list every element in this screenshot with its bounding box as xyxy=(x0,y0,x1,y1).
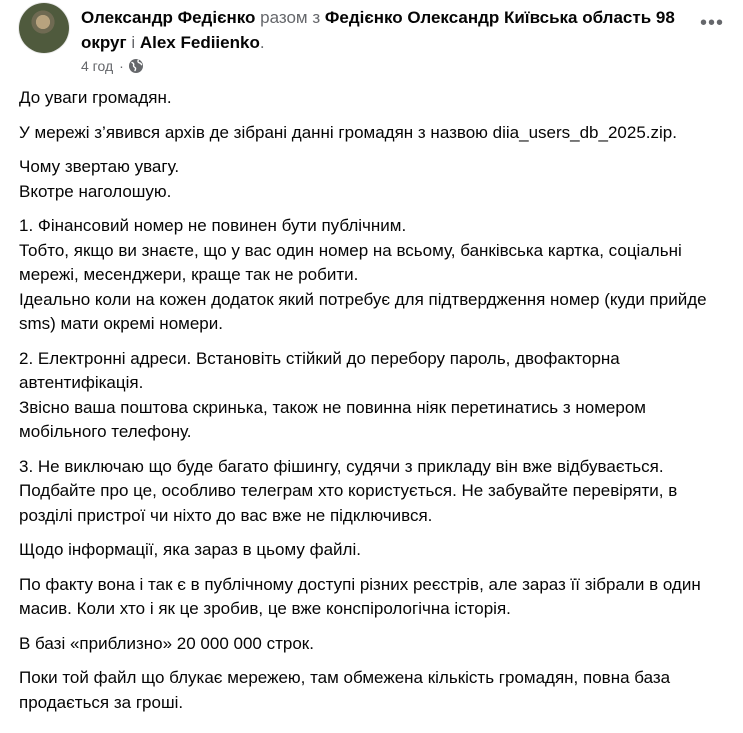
meta-separator: · xyxy=(119,58,124,74)
post-paragraph: По факту вона і так є в публічному доступі різних реєстрів, але зараз її зібрали в один масив. Коли хто і як це зробив, це вже конспірологічна історія. xyxy=(19,574,701,618)
post-line: 2. Електронні адреси. Встановіть стійкий до перебору пароль, двофакторна автентифікація. xyxy=(19,348,620,392)
title-period: . xyxy=(259,33,265,52)
and-text: і xyxy=(131,33,136,52)
ellipsis-icon[interactable]: ••• xyxy=(700,12,725,34)
with-text: разом з xyxy=(260,8,321,27)
post-line: Вкотре наголошую. xyxy=(19,181,172,201)
post-paragraph: Поки той файл що блукає мережею, там обмежена кількість громадян, повна база продається за гроші. xyxy=(19,668,671,712)
post-paragraph xyxy=(19,214,731,337)
post-paragraph xyxy=(19,347,731,445)
post-line: Тобто, якщо ви знаєте, що у вас один номер на всьому, банківська картка, соціальні мережі, месенджери, краще так не робити. xyxy=(19,240,682,284)
post-paragraph: В базі «приблизно» 20 000 000 строк. xyxy=(19,633,314,653)
post-paragraph xyxy=(19,155,731,204)
tagged-page-link[interactable]: Федієнко Олександр Київська область 98 округ xyxy=(81,8,675,52)
post-title xyxy=(81,5,689,55)
post-line: Чому звертаю увагу. xyxy=(19,157,180,176)
post-line: Ідеально коли на кожен додаток який потребує для підтвердження номер (куди прийде sms) мати окремі номери. xyxy=(19,289,707,333)
tagged-user-link[interactable]: Alex Fediienko xyxy=(139,33,260,52)
post-header xyxy=(0,0,743,88)
post-paragraph: Щодо інформації, яка зараз в цьому файлі. xyxy=(19,540,361,559)
globe-icon[interactable] xyxy=(128,58,144,74)
post-paragraph: У мережі з’явився архів де зібрані данні громадян з назвою diia_users_db_2025.zip. xyxy=(19,122,677,142)
post-meta xyxy=(81,56,144,76)
post-line: Звісно ваша поштова скринька, також не повинна ніяк перетинатись з номером мобільного телефону. xyxy=(19,397,646,441)
author-name-link[interactable]: Олександр Федієнко xyxy=(81,8,256,27)
post-body xyxy=(19,86,731,725)
post-paragraph: До уваги громадян. xyxy=(19,88,172,107)
post-line: 1. Фінансовий номер не повинен бути публічним. xyxy=(19,216,407,235)
post-paragraph: 3. Не виключаю що буде багато фішингу, судячи з прикладу він вже відбувається. Подбайте про це, особливо телеграм хто користується. Не забувайте перевіряти, в розділі пристрої чи ніхто до вас вже не підключився. xyxy=(19,456,678,525)
post-time-link[interactable]: 4 год xyxy=(81,58,114,74)
author-avatar[interactable] xyxy=(19,3,69,53)
